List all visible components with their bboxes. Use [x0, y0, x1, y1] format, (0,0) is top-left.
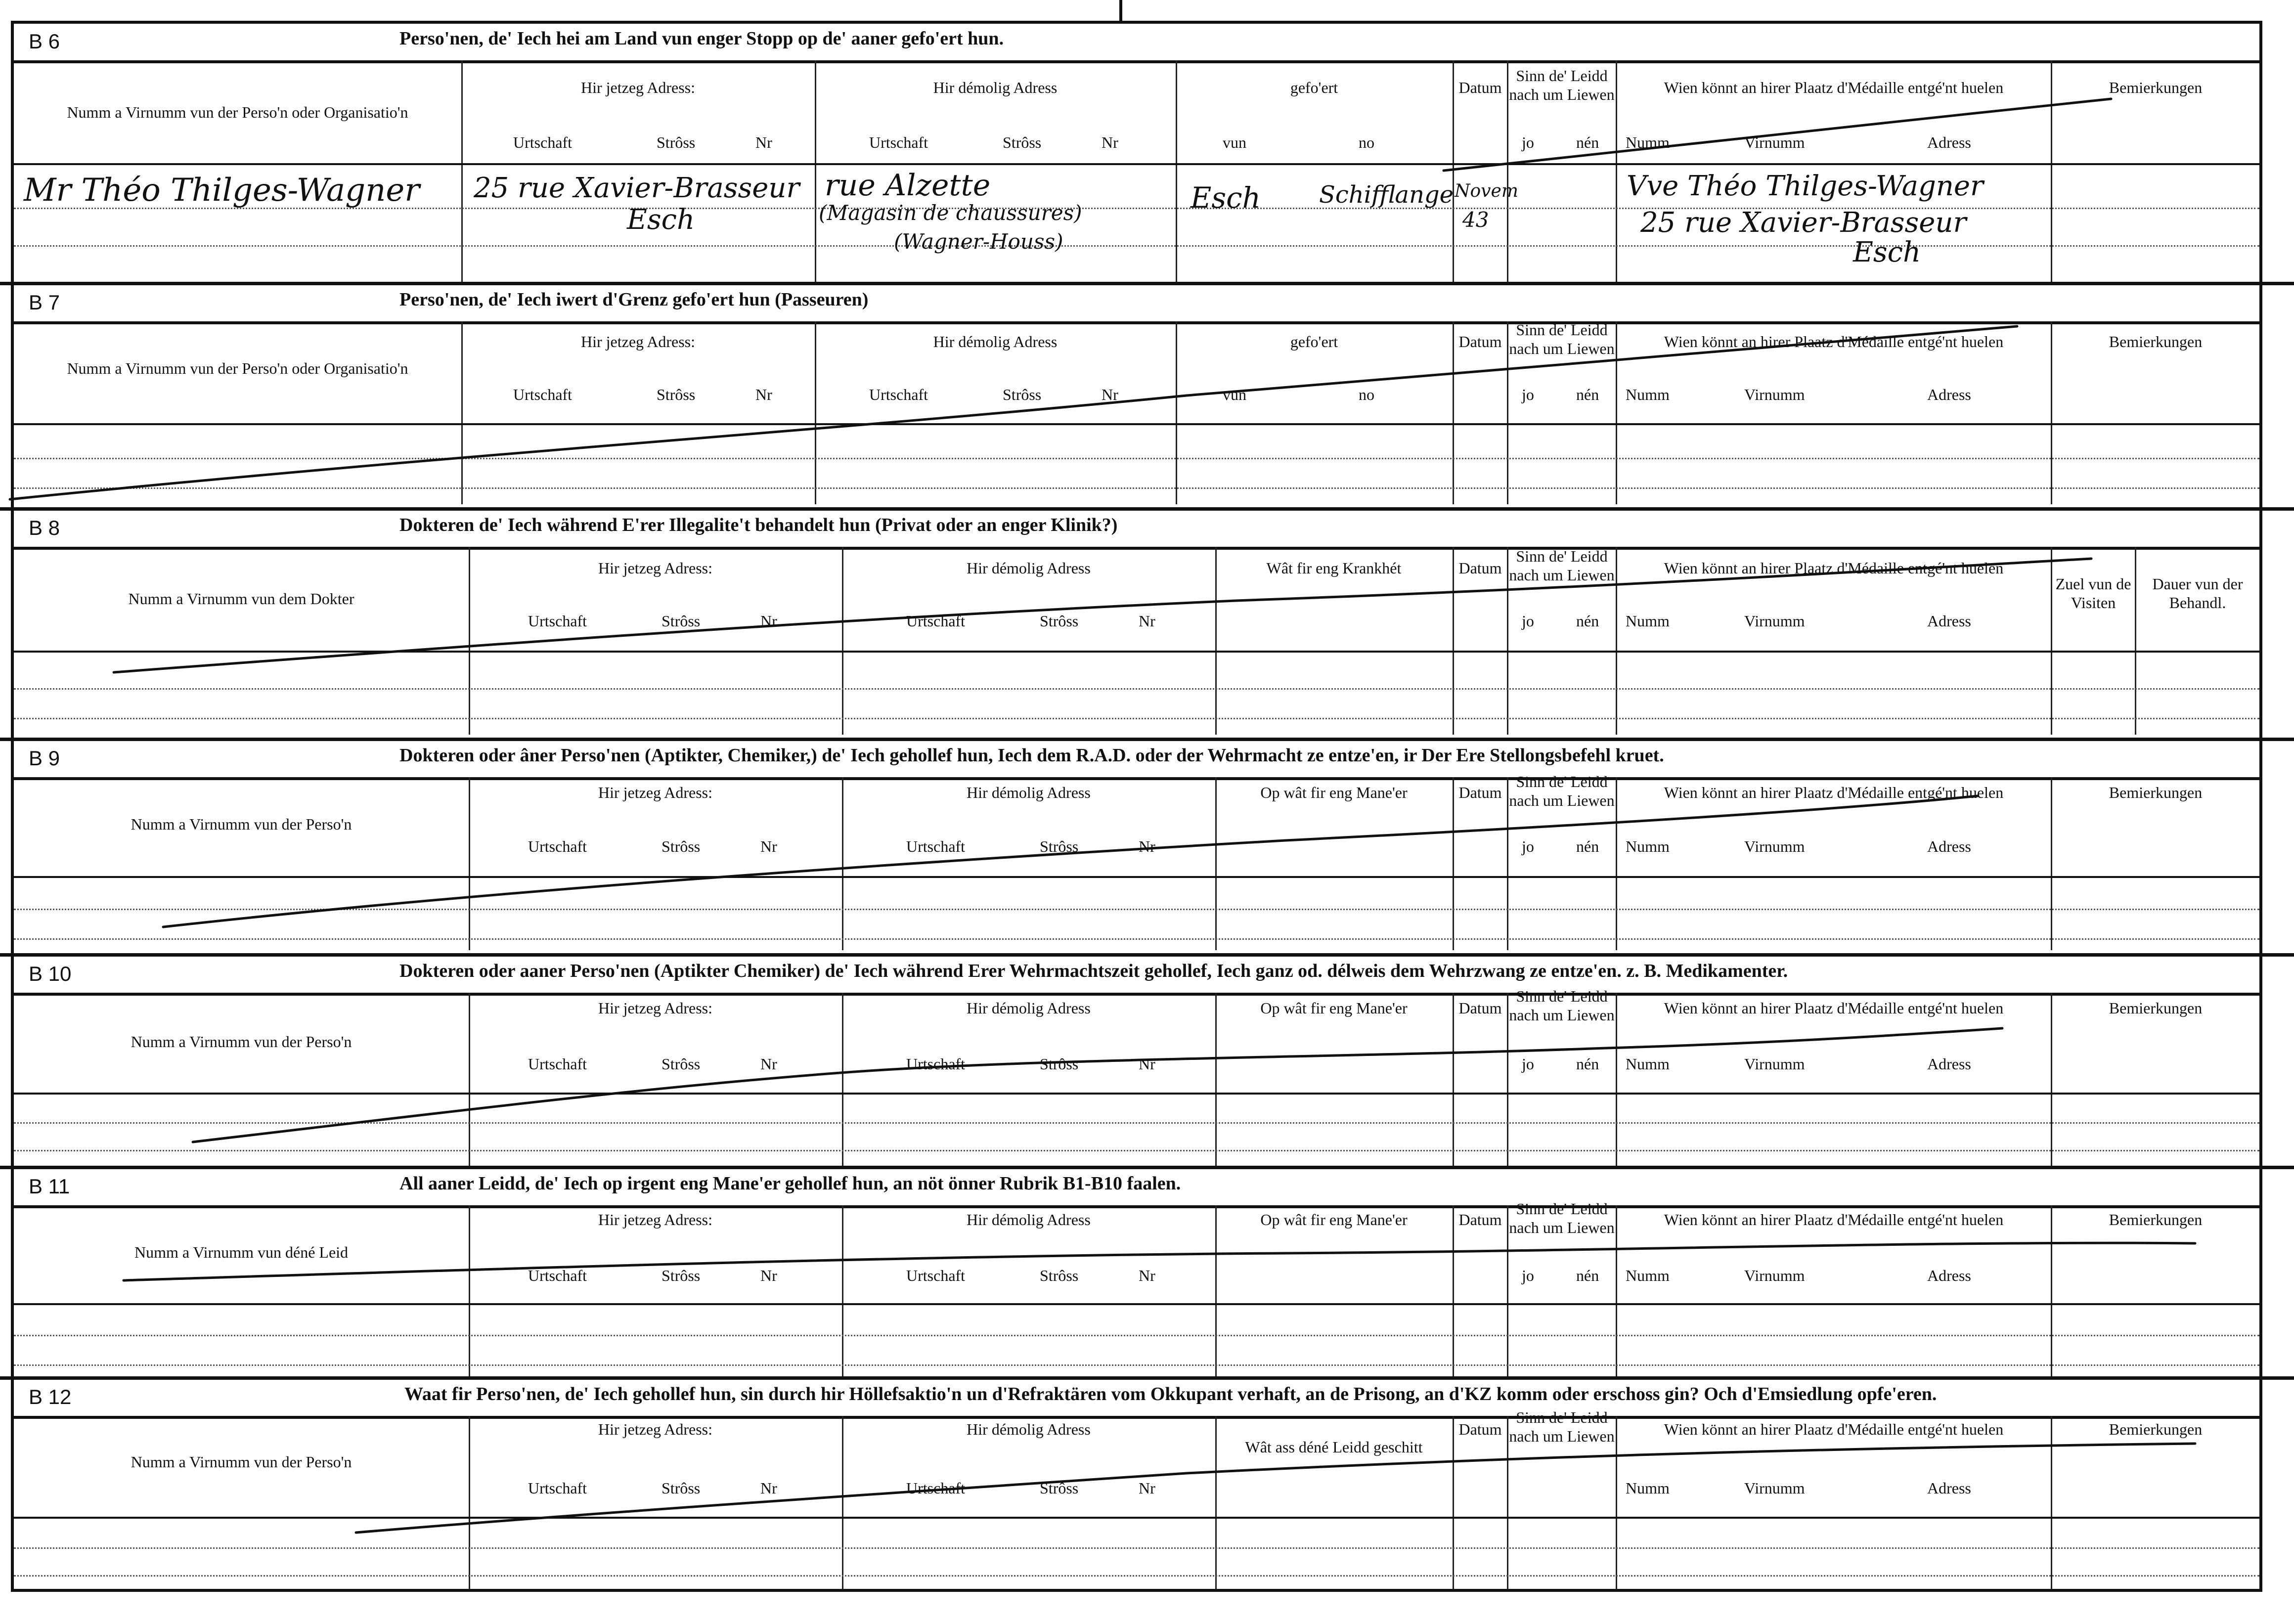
- sub-street: Strôss: [657, 133, 696, 151]
- section-title: Waat fir Perso'nen, de' Iech gehollef hun, sin durch hir Höllefsaktio'n un d'Refraktären vom Okkupant verhaft, an de Prisong, an d'KZ komm oder erschoss gin? Och d'Emsiedlung opfe'eren.: [404, 1384, 1937, 1405]
- sub-yes: jo: [1522, 386, 1534, 403]
- sub-address: Adress: [1927, 1479, 1971, 1497]
- header-medal: Wien könnt an hirer Plaatz d'Médaille entgé'nt huelen: [1664, 1420, 2004, 1438]
- sub-locality: Urtschaft: [906, 612, 966, 630]
- strike-line-b7: [10, 326, 2017, 499]
- header-date: Datum: [1458, 559, 1502, 577]
- strike-line-b6: [1444, 99, 2111, 171]
- sub-surname: Numm: [1626, 612, 1670, 630]
- section-title: Dokteren de' Iech während E'rer Illegalite't behandelt hun (Privat oder an enger Klinik?): [399, 515, 1118, 535]
- sub-street: Strôss: [1040, 837, 1079, 855]
- header-remarks: Bemierkungen: [2109, 1420, 2203, 1438]
- header-medal: Wien könnt an hirer Plaatz d'Médaille entgé'nt huelen: [1664, 1211, 2004, 1229]
- sub-no: nén: [1576, 1055, 1599, 1073]
- sub-number: Nr: [1139, 837, 1155, 855]
- sub-number: Nr: [760, 612, 777, 630]
- section-code: B 6: [29, 30, 60, 53]
- header-former-address: Hir démolig Adress: [933, 333, 1058, 351]
- header-transported: gefo'ert: [1290, 333, 1338, 351]
- header-manner: Op wât fir eng Mane'er: [1260, 999, 1408, 1017]
- sub-locality: Urtschaft: [869, 133, 928, 151]
- entry-medal-street: 25 rue Xavier-Brasseur: [1640, 207, 1967, 239]
- sub-address: Adress: [1927, 612, 1971, 630]
- header-what-happened: Wât ass déné Leidd geschitt: [1245, 1438, 1423, 1456]
- section-title: Dokteren oder âner Perso'nen (Aptikter, Chemiker,) de' Iech gehollef hun, Iech dem R.A.D. oder der Wehrmacht ze entze'en, ir Der Ere Stellongsbefehl kruet.: [399, 745, 1664, 766]
- sub-number: Nr: [760, 837, 777, 855]
- section-title: Perso'nen, de' Iech hei am Land vun enger Stopp op de' aaner gefo'ert hun.: [399, 28, 1004, 49]
- header-remarks: Bemierkungen: [2109, 1211, 2203, 1229]
- header-former-address: Hir démolig Adress: [933, 79, 1058, 96]
- header-date: Datum: [1458, 999, 1502, 1017]
- header-manner: Op wât fir eng Mane'er: [1260, 784, 1408, 801]
- sub-to: no: [1359, 133, 1374, 151]
- sub-street: Strôss: [1040, 612, 1079, 630]
- header-alive: Sinn de' Leidd nach um Liewen: [1509, 987, 1615, 1024]
- header-alive: Sinn de' Leidd nach um Liewen: [1509, 1200, 1615, 1237]
- sub-number: Nr: [760, 1055, 777, 1073]
- entry-date-month: Novem: [1455, 181, 1518, 201]
- entry-to: Schifflange: [1319, 181, 1454, 209]
- sub-surname: Numm: [1626, 1479, 1670, 1497]
- sub-address: Adress: [1927, 386, 1971, 403]
- sub-number: Nr: [1102, 133, 1118, 151]
- sub-number: Nr: [760, 1267, 777, 1284]
- sub-from: vun: [1223, 386, 1246, 403]
- header-alive: Sinn de' Leidd nach um Liewen: [1509, 1408, 1615, 1446]
- entry-from: Esch: [1191, 181, 1261, 215]
- sub-yes: jo: [1522, 837, 1534, 855]
- strike-line-b10: [193, 1028, 2002, 1142]
- sub-locality: Urtschaft: [906, 837, 966, 855]
- header-manner: Op wât fir eng Mane'er: [1260, 1211, 1408, 1229]
- sub-firstname: Virnumm: [1744, 837, 1805, 855]
- sub-street: Strôss: [662, 612, 701, 630]
- sub-firstname: Virnumm: [1744, 386, 1805, 403]
- sub-locality: Urtschaft: [513, 133, 573, 151]
- sub-to: no: [1359, 386, 1374, 403]
- section-code: B 11: [29, 1175, 70, 1198]
- sub-locality: Urtschaft: [906, 1479, 966, 1497]
- header-name: Numm a Virnumm vun der Perso'n: [131, 815, 352, 833]
- header-doctor-name: Numm a Virnumm vun dem Dokter: [128, 590, 354, 608]
- strike-line-b8: [114, 559, 2091, 672]
- section-title: All aaner Leidd, de' Iech op irgent eng Mane'er gehollef hun, an nöt önner Rubrik B1-B10 faalen.: [399, 1173, 1181, 1194]
- sub-firstname: Virnumm: [1744, 612, 1805, 630]
- section-code: B 12: [29, 1385, 72, 1408]
- header-name: Numm a Virnumm vun déné Leid: [134, 1243, 349, 1261]
- entry-current-address-street: 25 rue Xavier-Brasseur: [474, 172, 800, 204]
- sub-no: nén: [1576, 133, 1599, 151]
- sub-locality: Urtschaft: [528, 1267, 587, 1284]
- section-title: Perso'nen, de' Iech iwert d'Grenz gefo'ert hun (Passeuren): [399, 289, 869, 310]
- header-current-address: Hir jetzeg Adress:: [580, 333, 696, 351]
- sub-address: Adress: [1927, 837, 1971, 855]
- header-date: Datum: [1458, 784, 1502, 801]
- header-current-address: Hir jetzeg Adress:: [580, 79, 696, 96]
- header-alive: Sinn de' Leidd nach um Liewen: [1509, 547, 1615, 584]
- sub-address: Adress: [1927, 1267, 1971, 1284]
- header-current-address: Hir jetzeg Adress:: [598, 1211, 713, 1229]
- header-alive: Sinn de' Leidd nach um Liewen: [1509, 321, 1615, 358]
- sub-number: Nr: [760, 1479, 777, 1497]
- sub-number: Nr: [1139, 1267, 1155, 1284]
- sub-locality: Urtschaft: [528, 1055, 587, 1073]
- header-medal: Wien könnt an hirer Plaatz d'Médaille entgé'nt huelen: [1664, 79, 2004, 96]
- sub-locality: Urtschaft: [528, 612, 587, 630]
- sub-surname: Numm: [1626, 1267, 1670, 1284]
- sub-locality: Urtschaft: [906, 1055, 966, 1073]
- section-code: B 8: [29, 516, 60, 539]
- header-name: Numm a Virnumm vun der Perso'n oder Organisatio'n: [67, 103, 408, 121]
- header-remarks: Bemierkungen: [2109, 333, 2203, 351]
- sub-number: Nr: [1102, 386, 1118, 403]
- sub-street: Strôss: [662, 1479, 701, 1497]
- entry-current-address-town: Esch: [627, 204, 695, 236]
- sub-yes: jo: [1522, 612, 1534, 630]
- sub-locality: Urtschaft: [513, 386, 573, 403]
- header-former-address: Hir démolig Adress: [967, 1211, 1091, 1229]
- header-medal: Wien könnt an hirer Plaatz d'Médaille entgé'nt huelen: [1664, 559, 2004, 577]
- sub-number: Nr: [755, 386, 772, 403]
- header-name: Numm a Virnumm vun der Perso'n oder Organisatio'n: [67, 359, 408, 377]
- sub-from: vun: [1223, 133, 1246, 151]
- sub-yes: jo: [1522, 1055, 1534, 1073]
- sub-address: Adress: [1927, 133, 1971, 151]
- header-name: Numm a Virnumm vun der Perso'n: [131, 1453, 352, 1471]
- sub-street: Strôss: [1003, 133, 1042, 151]
- header-former-address: Hir démolig Adress: [967, 784, 1091, 801]
- header-date: Datum: [1458, 1211, 1502, 1229]
- sub-no: nén: [1576, 386, 1599, 403]
- sub-street: Strôss: [662, 1055, 701, 1073]
- entry-medal-name: Vve Théo Thilges-Wagner: [1627, 170, 1984, 202]
- sub-locality: Urtschaft: [906, 1267, 966, 1284]
- sub-street: Strôss: [1003, 386, 1042, 403]
- sub-street: Strôss: [662, 1267, 701, 1284]
- header-remarks: Bemierkungen: [2109, 79, 2203, 96]
- header-remarks: Bemierkungen: [2109, 999, 2203, 1017]
- sub-firstname: Virnumm: [1744, 1055, 1805, 1073]
- header-current-address: Hir jetzeg Adress:: [598, 559, 713, 577]
- sub-number: Nr: [1139, 1479, 1155, 1497]
- sub-locality: Urtschaft: [528, 837, 587, 855]
- entry-medal-town: Esch: [1853, 236, 1921, 268]
- sub-surname: Numm: [1626, 133, 1670, 151]
- sub-no: nén: [1576, 837, 1599, 855]
- strike-line-b11: [124, 1243, 2195, 1280]
- header-duration: Dauer vun der Behandl.: [2152, 575, 2243, 612]
- sub-firstname: Virnumm: [1744, 1267, 1805, 1284]
- header-date: Datum: [1458, 79, 1502, 96]
- header-remarks: Bemierkungen: [2109, 784, 2203, 801]
- header-former-address: Hir démolig Adress: [967, 1420, 1091, 1438]
- header-current-address: Hir jetzeg Adress:: [598, 784, 713, 801]
- entry-former-address-house: (Wagner-Houss): [894, 229, 1063, 254]
- entry-former-address-shop: (Magasin de chaussures): [819, 201, 1082, 225]
- sub-locality: Urtschaft: [869, 386, 928, 403]
- header-visits: Zuel vun de Visiten: [2055, 575, 2131, 612]
- sub-surname: Numm: [1626, 1055, 1670, 1073]
- sub-street: Strôss: [662, 837, 701, 855]
- header-illness: Wât fir eng Krankhét: [1266, 559, 1402, 577]
- sub-yes: jo: [1522, 133, 1534, 151]
- sub-firstname: Virnumm: [1744, 133, 1805, 151]
- section-code: B 10: [29, 962, 72, 985]
- strike-line-b9: [163, 796, 1978, 927]
- sub-address: Adress: [1927, 1055, 1971, 1073]
- header-former-address: Hir démolig Adress: [967, 999, 1091, 1017]
- header-current-address: Hir jetzeg Adress:: [598, 999, 713, 1017]
- sub-number: Nr: [1139, 612, 1155, 630]
- header-medal: Wien könnt an hirer Plaatz d'Médaille entgé'nt huelen: [1664, 999, 2004, 1017]
- sub-no: nén: [1576, 1267, 1599, 1284]
- header-alive: Sinn de' Leidd nach um Liewen: [1509, 773, 1615, 810]
- strike-line-b12: [356, 1444, 2195, 1533]
- header-alive: Sinn de' Leidd nach um Liewen: [1509, 67, 1615, 104]
- sub-number: Nr: [1139, 1055, 1155, 1073]
- section-code: B 7: [29, 291, 60, 314]
- header-date: Datum: [1458, 333, 1502, 351]
- sub-street: Strôss: [1040, 1479, 1079, 1497]
- sub-locality: Urtschaft: [528, 1479, 587, 1497]
- entry-date-year: 43: [1462, 208, 1489, 232]
- sub-street: Strôss: [1040, 1267, 1079, 1284]
- sub-yes: jo: [1522, 1267, 1534, 1284]
- sub-number: Nr: [755, 133, 772, 151]
- section-title: Dokteren oder aaner Perso'nen (Aptikter Chemiker) de' Iech während Erer Wehrmachtszeit gehollef, Iech ganz od. délweis dem Wehrzwang ze entze'en. z. B. Medikamenter.: [399, 961, 1788, 981]
- header-date: Datum: [1458, 1420, 1502, 1438]
- header-name: Numm a Virnumm vun der Perso'n: [131, 1033, 352, 1051]
- sub-street: Strôss: [1040, 1055, 1079, 1073]
- header-transported: gefo'ert: [1290, 79, 1338, 96]
- entry-former-address-street: rue Alzette: [825, 168, 991, 203]
- sub-street: Strôss: [657, 386, 696, 403]
- sub-surname: Numm: [1626, 837, 1670, 855]
- header-former-address: Hir démolig Adress: [967, 559, 1091, 577]
- sub-surname: Numm: [1626, 386, 1670, 403]
- sub-firstname: Virnumm: [1744, 1479, 1805, 1497]
- header-medal: Wien könnt an hirer Plaatz d'Médaille entgé'nt huelen: [1664, 784, 2004, 801]
- header-medal: Wien könnt an hirer Plaatz d'Médaille entgé'nt huelen: [1664, 333, 2004, 351]
- entry-name: Mr Théo Thilges-Wagner: [24, 172, 420, 209]
- header-current-address: Hir jetzeg Adress:: [598, 1420, 713, 1438]
- section-code: B 9: [29, 746, 60, 770]
- sub-no: nén: [1576, 612, 1599, 630]
